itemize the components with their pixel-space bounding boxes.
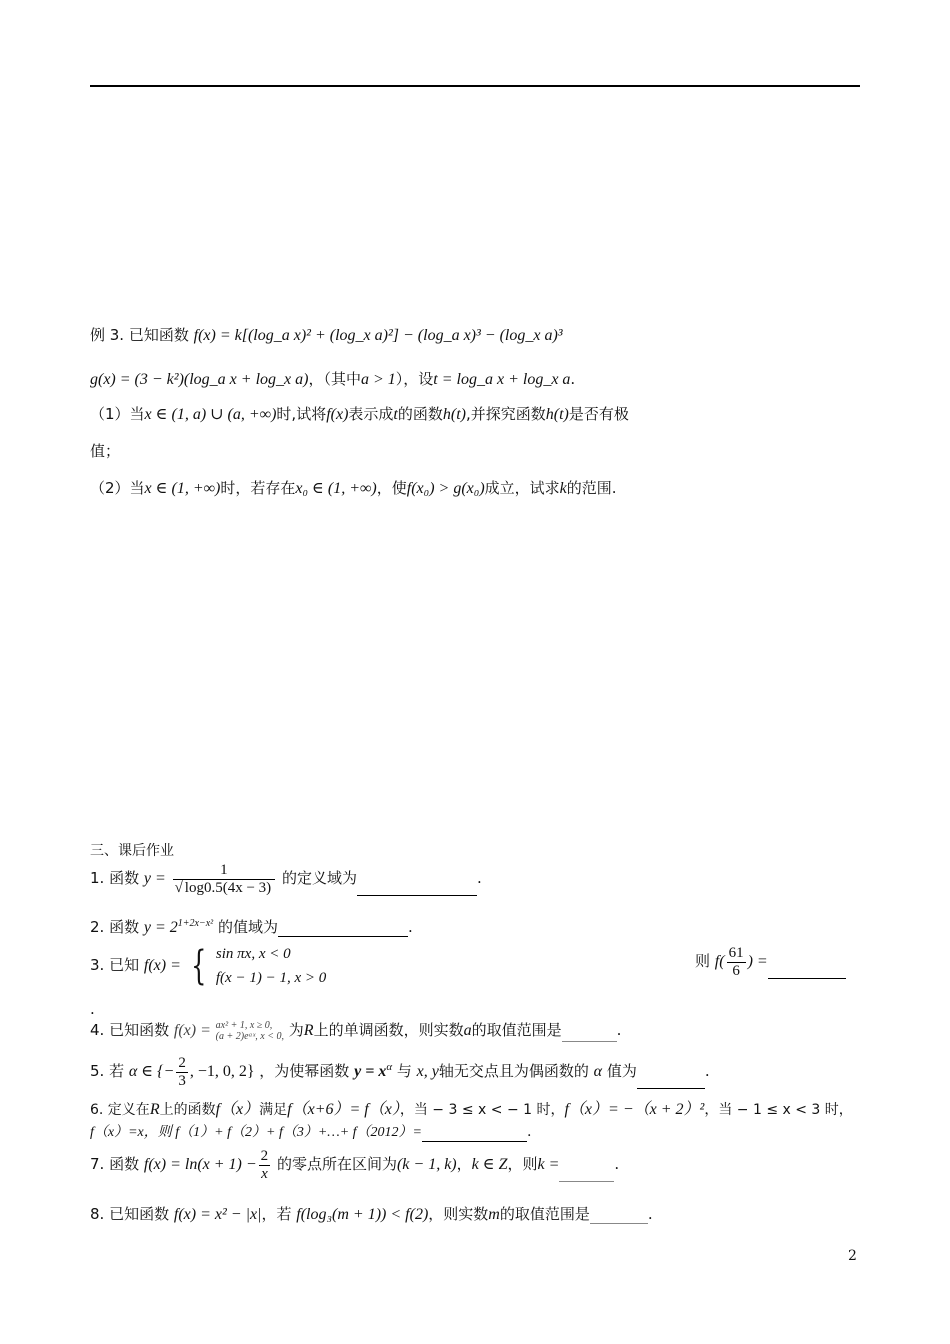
example3-part1-cont: 值； bbox=[90, 442, 121, 460]
q1-answer-blank[interactable] bbox=[357, 881, 477, 896]
q4-cases: ax² + 1, x ≥ 0, (a + 2)eᵃˣ, x < 0, bbox=[215, 1020, 284, 1042]
q6-answer-blank[interactable] bbox=[422, 1127, 527, 1142]
example3-part2: （2）当x ∈ (1, +∞)时，若存在x₀ ∈ (1, +∞)，使f(x₀) > g(x₀)成立，试求k的范围. bbox=[90, 479, 617, 497]
example3-line2: g(x) = (3 − k²)(log_a x + log_x a)，（其中a > 1），设t = log_a x + log_x a. bbox=[90, 370, 576, 388]
q2-answer-blank[interactable] bbox=[278, 922, 408, 937]
q3-answer-blank[interactable] bbox=[768, 964, 846, 979]
question-7: 7. 函数 f(x) = ln(x + 1) − $\frac{2}{x}$ 的零点所在区间为(k − 1, k)，k ∈ Z，则k = . bbox=[90, 1148, 620, 1182]
q3-cases: sin πx, x < 0 f(x − 1) − 1, x > 0 bbox=[215, 946, 327, 986]
example3-part1: （1）当x ∈ (1, a) ∪ (a, +∞)时,试将f(x)表示成t的函数h(t),并探究函数h(t)是否有极 bbox=[90, 405, 629, 423]
header-rule bbox=[90, 85, 860, 87]
question-1: 1. 函数 y = $\frac{1}{√ \log 0.5(4x - 3)}$ 的定义域为 . bbox=[90, 862, 482, 896]
question-5: 5. 若 α ∈ {− $\frac{2}{3}$ , −1, 0, 2} ，为使幂函数 $y = x^\alpha$ 与 x, y轴无交点且为偶函数的 α 值为 . bbox=[90, 1055, 710, 1089]
question-3-dot: . bbox=[90, 1000, 95, 1018]
question-3-right: 则 f( $\frac{61}{6}$ ) = bbox=[695, 945, 846, 979]
question-3: 3. 已知 f(x) = { sin πx, x < 0 f(x − 1) − 1, x > 0 bbox=[90, 943, 327, 989]
question-6-line2: f（x）=x，则 f（1）+ f（2）+ f（3）+…+ f（2012）= . bbox=[90, 1124, 532, 1140]
question-4: 4. 已知函数 f(x) = ax² + 1, x ≥ 0, (a + 2)eᵃˣ, x < 0, 为R上的单调函数，则实数a的取值范围是 . bbox=[90, 1020, 622, 1042]
question-8: 8. 已知函数 f(x) = x² − |x|，若 f(log₃(m + 1)) < f(2)，则实数m的取值范围是 . bbox=[90, 1205, 653, 1223]
homework-heading: 三、课后作业 bbox=[90, 843, 174, 859]
example3-line1: 例 3. 已知函数 f(x) = k[(log_a x)² + (log_x a)²] − (log_a x)³ − (log_x a)³ bbox=[90, 326, 563, 344]
q4-answer-blank[interactable] bbox=[562, 1027, 617, 1042]
q7-answer-blank[interactable] bbox=[559, 1167, 614, 1182]
q8-answer-blank[interactable] bbox=[590, 1209, 648, 1224]
page-number: 2 bbox=[848, 1248, 857, 1264]
q5-answer-blank[interactable] bbox=[637, 1074, 705, 1089]
question-2: 2. 函数 $y = 2^{1+2x-x^2}$ 的值域为 . bbox=[90, 918, 413, 936]
question-6-line1: 6. 定义在R上的函数f（x）满足f（x+6）= f（x），当 − 3 ≤ x < − 1 时，f（x）= −（x + 2）²，当 − 1 ≤ x < 3 时， bbox=[90, 1101, 853, 1118]
q1-fraction: $\frac{1}{√ \log 0.5(4x - 3)}$ bbox=[173, 862, 276, 896]
